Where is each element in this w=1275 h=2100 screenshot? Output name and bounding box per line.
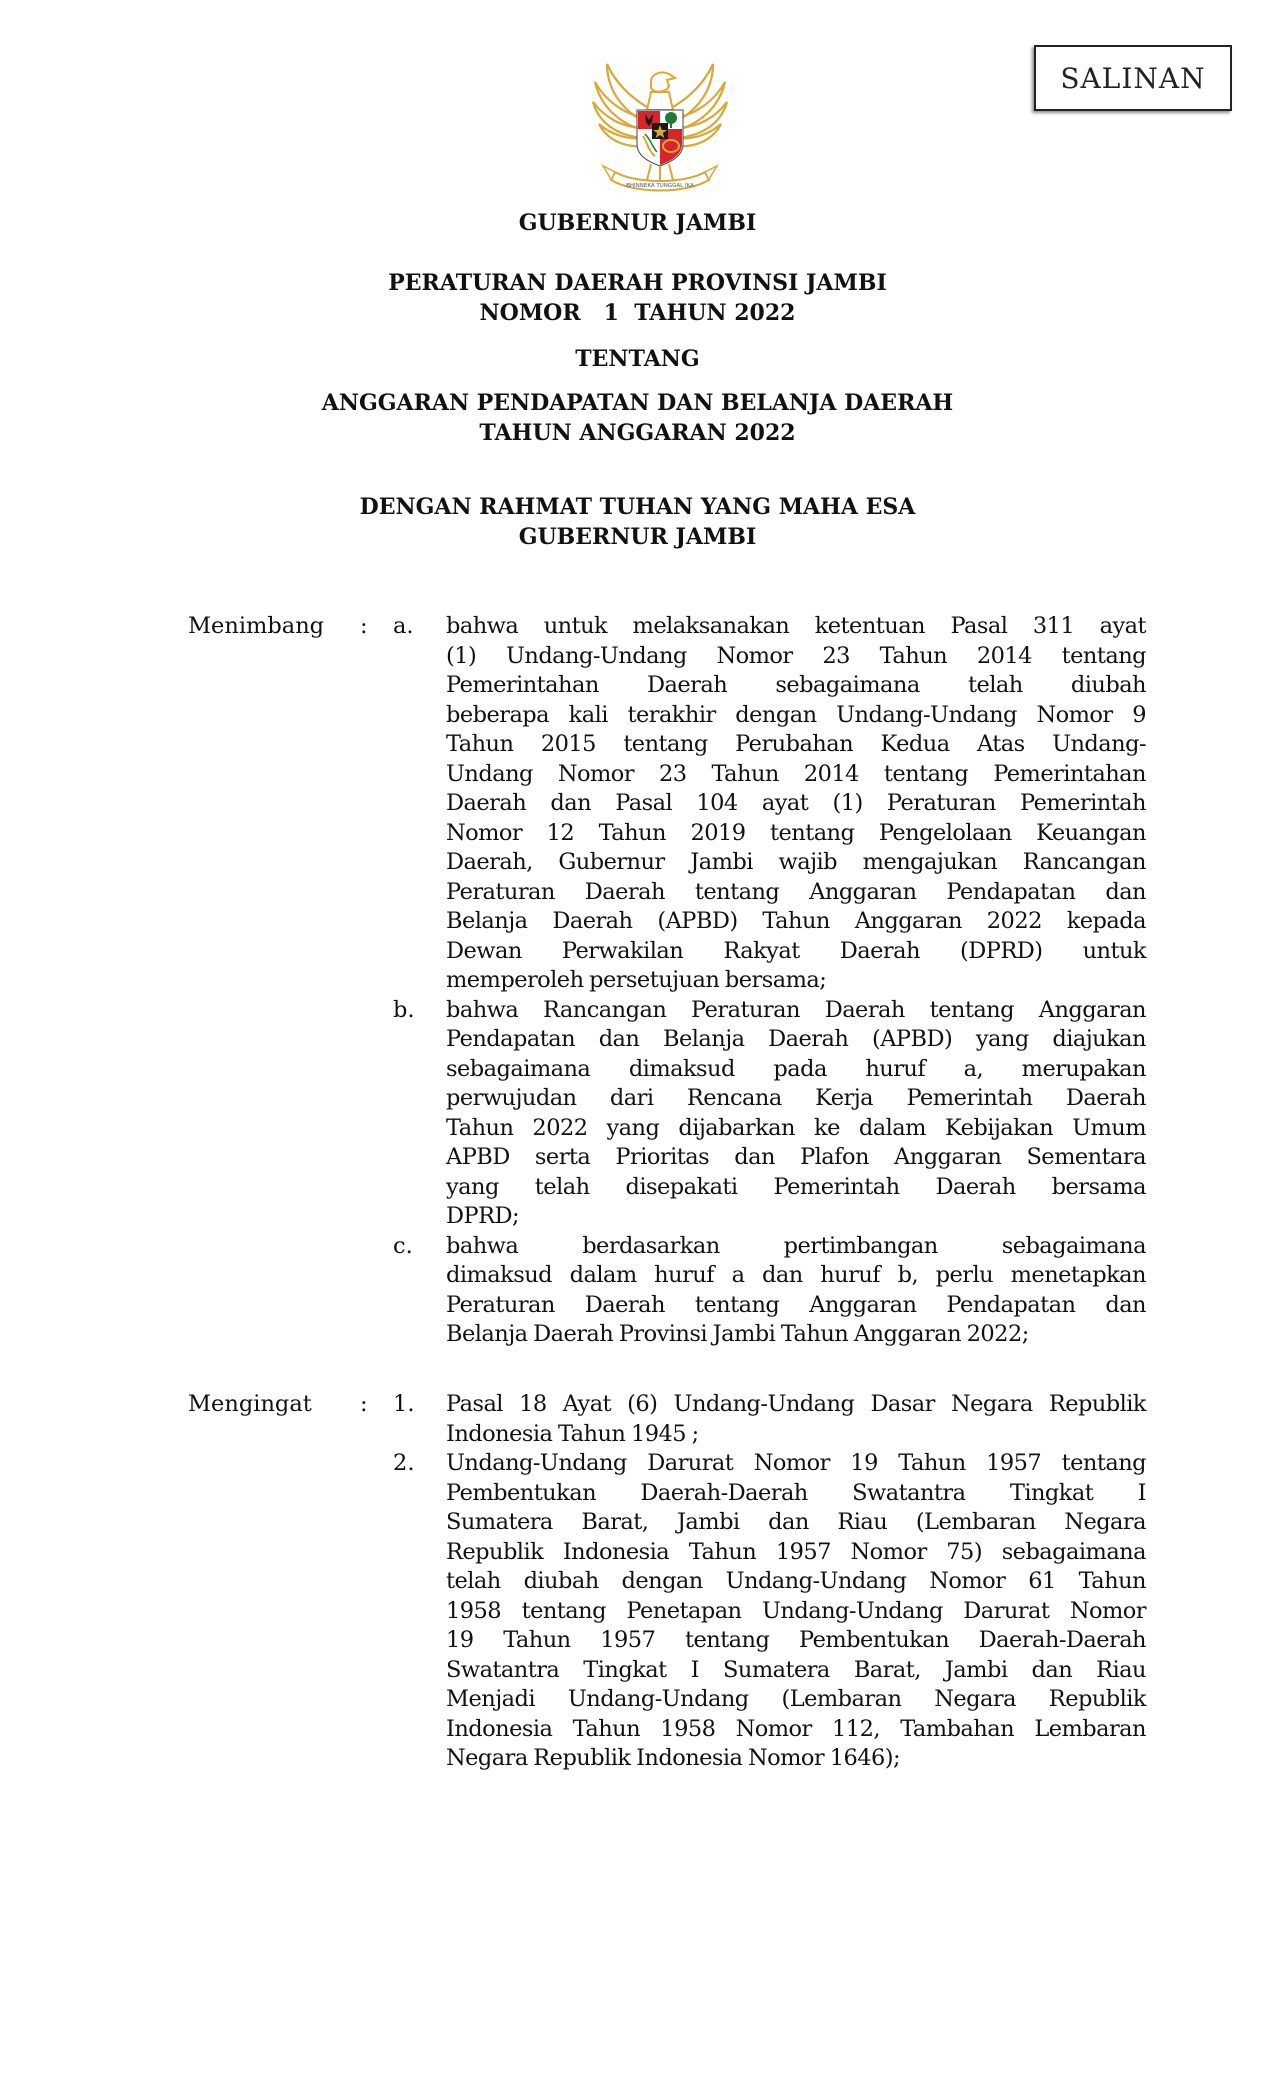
regulation-heading: [0, 268, 1275, 328]
invocation-heading: [0, 492, 1275, 552]
text-line: Daerah, Gubernur Jambi wajib mengajukan Rancangan: [446, 849, 1146, 875]
svg-text:BHINNEKA TUNGGAL IKA: BHINNEKA TUNGGAL IKA: [626, 183, 694, 189]
item-text: [446, 996, 1146, 1232]
section-label: Mengingat: [188, 1391, 312, 1417]
text-line: Undang-Undang Darurat Nomor 19 Tahun 1957 tentang: [446, 1450, 1146, 1476]
item-marker: a.: [393, 613, 414, 639]
text-line: beberapa kali terakhir dengan Undang-Undang Nomor 9: [446, 701, 1146, 728]
about-heading: [0, 344, 1275, 374]
text-line: APBD serta Prioritas dan Plafon Anggaran Sementara: [446, 1144, 1146, 1170]
text-line: Tahun 2015 tentang Perubahan Kedua Atas Undang-: [446, 731, 1146, 757]
regulation-number: NOMOR 1 TAHUN 2022: [479, 300, 796, 326]
invocation-text: DENGAN RAHMAT TUHAN YANG MAHA ESA: [359, 494, 916, 520]
text-line: Undang Nomor 23 Tahun 2014 tentang Pemerintahan: [446, 760, 1146, 787]
item-text: [446, 1390, 1146, 1449]
subject-heading: [0, 388, 1275, 448]
text-line: Indonesia Tahun 1958 Nomor 112, Tambahan Lembaran: [446, 1715, 1146, 1742]
garuda-pancasila-emblem-icon: [585, 52, 735, 202]
text-line: bahwa Rancangan Peraturan Daerah tentang Anggaran: [446, 996, 1146, 1023]
item-text: [446, 1449, 1146, 1774]
text-line: Negara Republik Indonesia Nomor 1646);: [446, 1745, 901, 1771]
text-line: yang telah disepakati Pemerintah Daerah bersama: [446, 1173, 1146, 1200]
text-line: Daerah dan Pasal 104 ayat (1) Peraturan Pemerintah: [446, 790, 1146, 816]
text-line: Menjadi Undang-Undang (Lembaran Negara Republik: [446, 1686, 1146, 1712]
text-line: Sumatera Barat, Jambi dan Riau (Lembaran Negara: [446, 1509, 1146, 1535]
issuer-title: GUBERNUR JAMBI: [518, 210, 757, 236]
text-line: Swatantra Tingkat I Sumatera Barat, Jambi dan Riau: [446, 1656, 1146, 1683]
subject-line-2: TAHUN ANGGARAN 2022: [479, 420, 796, 446]
text-line: dimaksud dalam huruf a dan huruf b, perlu menetapkan: [446, 1262, 1146, 1288]
text-line: Pasal 18 Ayat (6) Undang-Undang Dasar Negara Republik: [446, 1391, 1146, 1417]
text-line: sebagaimana dimaksud pada huruf a, merupakan: [446, 1055, 1146, 1082]
text-line: 19 Tahun 1957 tentang Pembentukan Daerah-Daerah: [446, 1627, 1146, 1653]
text-line: bahwa berdasarkan pertimbangan sebagaimana: [446, 1232, 1146, 1259]
text-line: (1) Undang-Undang Nomor 23 Tahun 2014 tentang: [446, 642, 1146, 669]
text-line: Pemerintahan Daerah sebagaimana telah diubah: [446, 672, 1146, 698]
salinan-stamp-label: SALINAN: [1060, 61, 1206, 95]
salinan-stamp: [1034, 45, 1232, 111]
text-line: Peraturan Daerah tentang Anggaran Pendapatan dan: [446, 878, 1146, 905]
text-line: Nomor 12 Tahun 2019 tentang Pengelolaan Keuangan: [446, 819, 1146, 846]
item-marker: c.: [393, 1232, 413, 1259]
text-line: perwujudan dari Rencana Kerja Pemerintah Daerah: [446, 1085, 1146, 1111]
text-line: Tahun 2022 yang dijabarkan ke dalam Kebijakan Umum: [446, 1114, 1146, 1141]
subject-line-1: ANGGARAN PENDAPATAN DAN BELANJA DAERAH: [321, 390, 954, 416]
section-label: Menimbang: [188, 613, 325, 639]
section-colon: :: [360, 613, 368, 639]
item-marker: 1.: [393, 1391, 415, 1417]
text-line: Republik Indonesia Tahun 1957 Nomor 75) sebagaimana: [446, 1538, 1146, 1565]
invocation-issuer: GUBERNUR JAMBI: [518, 524, 757, 550]
item-marker: 2.: [393, 1450, 415, 1476]
text-line: Pendapatan dan Belanja Daerah (APBD) yang diajukan: [446, 1026, 1146, 1052]
text-line: telah diubah dengan Undang-Undang Nomor 61 Tahun: [446, 1568, 1146, 1594]
about-label: TENTANG: [575, 346, 700, 372]
text-line: 1958 tentang Penetapan Undang-Undang Darurat Nomor: [446, 1597, 1146, 1624]
text-line: Dewan Perwakilan Rakyat Daerah (DPRD) untuk: [446, 937, 1146, 964]
text-line: DPRD;: [446, 1203, 519, 1229]
text-line: bahwa untuk melaksanakan ketentuan Pasal 311 ayat: [446, 613, 1146, 639]
item-text: [446, 1232, 1146, 1350]
text-line: Belanja Daerah (APBD) Tahun Anggaran 2022 kepada: [446, 908, 1146, 934]
text-line: Indonesia Tahun 1945 ;: [446, 1420, 699, 1447]
issuer-heading: [0, 208, 1275, 238]
text-line: Belanja Daerah Provinsi Jambi Tahun Anggaran 2022;: [446, 1321, 1029, 1347]
item-marker: b.: [393, 996, 415, 1023]
text-line: Pembentukan Daerah-Daerah Swatantra Tingkat I: [446, 1479, 1146, 1506]
regulation-title: PERATURAN DAERAH PROVINSI JAMBI: [388, 270, 887, 296]
section-colon: :: [360, 1391, 368, 1417]
text-line: memperoleh persetujuan bersama;: [446, 967, 827, 993]
text-line: Peraturan Daerah tentang Anggaran Pendapatan dan: [446, 1291, 1146, 1318]
item-text: [446, 612, 1146, 996]
